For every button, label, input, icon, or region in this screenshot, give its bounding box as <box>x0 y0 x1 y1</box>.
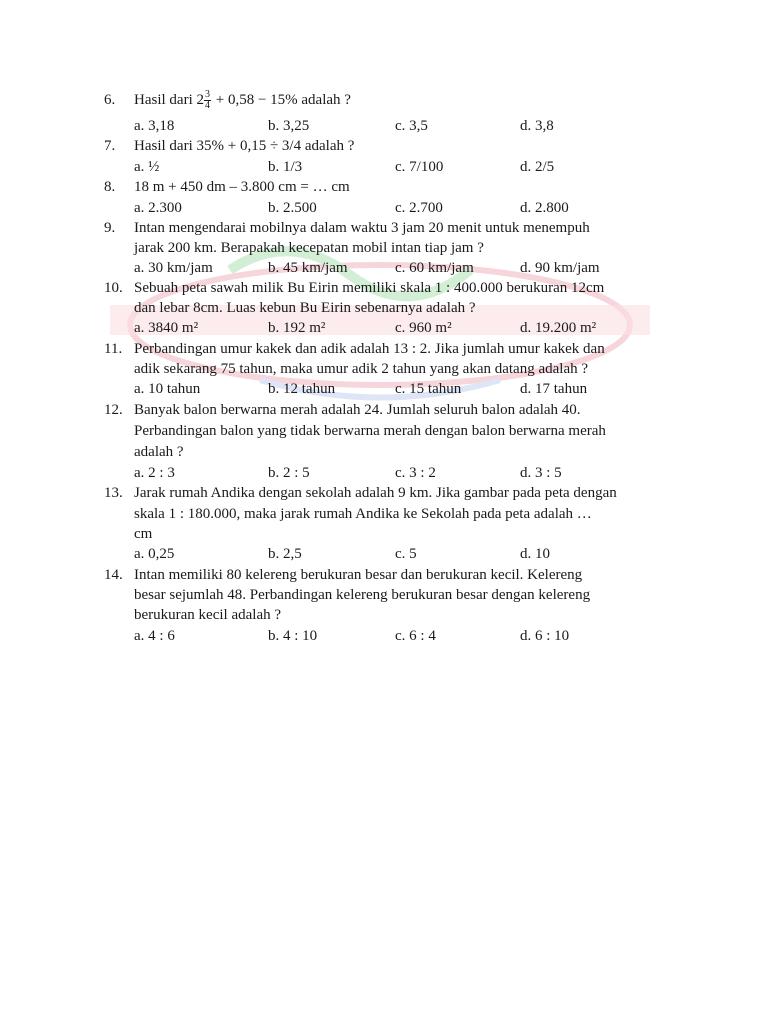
mixed-fraction: $\frac{3}{4}$ <box>204 89 210 112</box>
option-a: a. 0,25 <box>134 546 175 562</box>
option-d: d. 3,8 <box>520 118 554 134</box>
option-c: c. 15 tahun <box>395 381 462 397</box>
question-text-line: Jarak rumah Andika dengan sekolah adalah 9 km. Jika gambar pada peta dengan <box>134 485 617 501</box>
option-b: b. 4 : 10 <box>268 628 318 644</box>
option-b: b. 1/3 <box>268 159 303 175</box>
question-text-line: Intan memiliki 80 kelereng berukuran besar dan berukuran kecil. Kelereng <box>134 567 583 583</box>
question-number: 9. <box>104 220 116 236</box>
question-text-line: Intan mengendarai mobilnya dalam waktu 3 jam 20 menit untuk menempuh <box>134 220 590 236</box>
question-number: 10. <box>104 280 123 296</box>
question-text-line: adalah ? <box>134 444 184 460</box>
option-a: a. 4 : 6 <box>134 628 175 644</box>
option-b: b. 2,5 <box>268 546 302 562</box>
question-text-line: skala 1 : 180.000, maka jarak rumah Andika ke Sekolah pada peta adalah … <box>134 506 592 522</box>
option-c: c. 960 m² <box>395 320 452 336</box>
option-a: a. 3,18 <box>134 118 175 134</box>
option-d: d. 6 : 10 <box>520 628 570 644</box>
option-b: b. 192 m² <box>268 320 326 336</box>
option-d: d. 17 tahun <box>520 381 588 397</box>
question-text-line: dan lebar 8cm. Luas kebun Bu Eirin sebenarnya adalah ? <box>134 300 476 316</box>
question-text-line: Perbandingan umur kakek dan adik adalah 13 : 2. Jika jumlah umur kakek dan <box>134 341 605 357</box>
option-b: b. 2 : 5 <box>268 465 310 481</box>
option-d: d. 2/5 <box>520 159 555 175</box>
option-a: a. 30 km/jam <box>134 260 213 276</box>
question-text: 18 m + 450 dm – 3.800 cm = … cm <box>134 179 350 195</box>
option-c: c. 6 : 4 <box>395 628 436 644</box>
question-number: 8. <box>104 179 116 195</box>
option-a: a. 2.300 <box>134 200 182 216</box>
option-b: b. 3,25 <box>268 118 310 134</box>
option-a: a. 2 : 3 <box>134 465 175 481</box>
option-a: a. ½ <box>134 159 160 175</box>
option-d: d. 19.200 m² <box>520 320 597 336</box>
option-c: c. 5 <box>395 546 417 562</box>
option-a: a. 3840 m² <box>134 320 199 336</box>
question-number: 12. <box>104 402 123 418</box>
question-number: 7. <box>104 138 116 154</box>
option-d: d. 90 km/jam <box>520 260 600 276</box>
option-c: c. 2.700 <box>395 200 443 216</box>
option-b: b. 2.500 <box>268 200 317 216</box>
question-text-line: berukuran kecil adalah ? <box>134 607 282 623</box>
question-text-line: Perbandingan balon yang tidak berwarna merah dengan balon berwarna merah <box>134 423 606 439</box>
question-text-line: adik sekarang 75 tahun, maka umur adik 2 tahun yang akan datang adalah ? <box>134 361 589 377</box>
question-text: Hasil dari 35% + 0,15 ÷ 3/4 adalah ? <box>134 138 355 154</box>
question-number: 14. <box>104 567 123 583</box>
question-text-line: jarak 200 km. Berapakah kecepatan mobil intan tiap jam ? <box>134 240 484 256</box>
option-c: c. 60 km/jam <box>395 260 474 276</box>
question-text: Hasil dari 2 $\frac{3}{4}$ + 0,58 − 15% adalah ? <box>134 89 351 112</box>
option-c: c. 7/100 <box>395 159 444 175</box>
option-a: a. 10 tahun <box>134 381 201 397</box>
question-number: 6. <box>104 92 116 108</box>
question-text-line: Banyak balon berwarna merah adalah 24. Jumlah seluruh balon adalah 40. <box>134 402 581 418</box>
option-d: d. 10 <box>520 546 550 562</box>
option-d: d. 2.800 <box>520 200 569 216</box>
option-b: b. 45 km/jam <box>268 260 348 276</box>
question-number: 11. <box>104 341 123 357</box>
question-number: 13. <box>104 485 123 501</box>
question-text-line: Sebuah peta sawah milik Bu Eirin memiliki skala 1 : 400.000 berukuran 12cm <box>134 280 605 296</box>
option-b: b. 12 tahun <box>268 381 336 397</box>
question-text-line: cm <box>134 526 153 542</box>
question-text-line: besar sejumlah 48. Perbandingan kelereng berukuran besar dengan kelereng <box>134 587 591 603</box>
option-c: c. 3 : 2 <box>395 465 436 481</box>
option-c: c. 3,5 <box>395 118 428 134</box>
option-d: d. 3 : 5 <box>520 465 562 481</box>
